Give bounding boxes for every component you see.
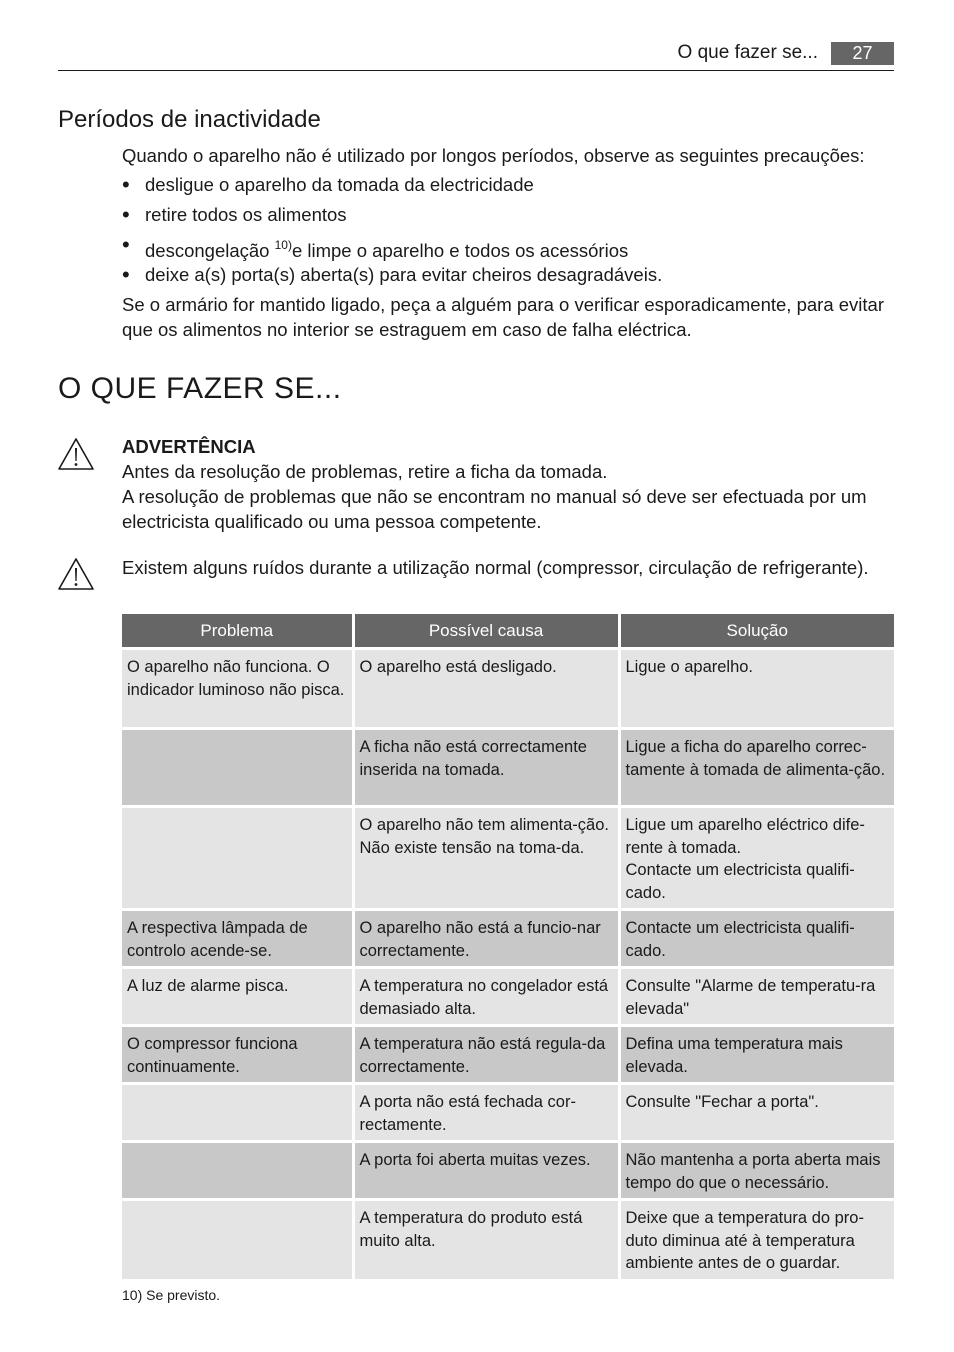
warning-block xyxy=(122,434,902,534)
cell-text: A luz de alarme pisca. xyxy=(127,977,289,995)
cell-solution xyxy=(619,649,894,729)
noise-note: Existem alguns ruídos durante a utilização normal (compressor, circulação de refrigerante). xyxy=(122,557,869,578)
footnote: 10) Se previsto. xyxy=(122,1287,221,1303)
cell-text: Contacte um electricista qualifi-cado. xyxy=(625,919,855,960)
footnote-ref: 10) xyxy=(274,238,292,252)
cell-problem xyxy=(122,649,353,729)
cell-text: A temperatura no congelador está demasiado alta. xyxy=(359,977,609,1018)
table-header-row xyxy=(122,614,894,649)
cell-text: O aparelho não tem alimenta-ção. Não existe tensão na toma-da. xyxy=(359,816,609,857)
cell-solution xyxy=(619,1200,894,1279)
cell-solution xyxy=(619,1142,894,1200)
cell-text: O compressor funciona continuamente. xyxy=(127,1035,298,1076)
table-row xyxy=(122,649,894,729)
warning-line-2: A resolução de problemas que não se encontram no manual só deve ser efectuada por um electricista qualificado ou uma pessoa competente. xyxy=(122,486,867,532)
main-title: O QUE FAZER SE... xyxy=(58,372,342,405)
cell-text: Consulte "Fechar a porta". xyxy=(625,1093,819,1111)
cell-cause xyxy=(353,1084,619,1142)
cell-text: A ficha não está correctamente inserida na tomada. xyxy=(359,738,587,779)
cell-text: Defina uma temperatura mais elevada. xyxy=(625,1035,843,1076)
table-row xyxy=(122,1200,894,1279)
cell-problem xyxy=(122,968,353,1026)
inactivity-paragraph: Se o armário for mantido ligado, peça a alguém para o verificar esporadicamente, para evitar que os alimentos no interior se estraguem em caso de falha eléctrica. xyxy=(122,294,884,340)
cell-text: Ligue um aparelho eléctrico dife-rente à tomada. xyxy=(625,816,865,857)
cell-problem xyxy=(122,1142,353,1200)
cell-text: O aparelho não está a funcio-nar correctamente. xyxy=(359,919,601,960)
table-row xyxy=(122,729,894,807)
table-row xyxy=(122,1142,894,1200)
header-section-label: O que fazer se... xyxy=(677,42,818,63)
cell-cause xyxy=(353,807,619,910)
cell-solution xyxy=(619,968,894,1026)
header-rule xyxy=(58,70,894,71)
cell-text: O aparelho não funciona. O indicador luminoso não pisca. xyxy=(127,658,345,699)
cell-text: A temperatura do produto está muito alta. xyxy=(359,1209,583,1250)
cell-problem xyxy=(122,910,353,968)
cell-text: Contacte um electricista qualifi-cado. xyxy=(625,861,855,902)
cell-text: Ligue o aparelho. xyxy=(625,658,754,676)
warning-line-1: Antes da resolução de problemas, retire a ficha da tomada. xyxy=(122,461,608,482)
precautions-list xyxy=(122,172,662,292)
warning-triangle-icon xyxy=(57,437,95,471)
section-title-inactivity: Períodos de inactividade xyxy=(58,106,321,133)
cell-solution xyxy=(619,729,894,807)
cell-solution xyxy=(619,807,894,910)
column-header-problem: Problema xyxy=(122,614,353,649)
cell-cause xyxy=(353,1026,619,1084)
cell-cause xyxy=(353,729,619,807)
cell-solution xyxy=(619,1084,894,1142)
cell-text: Deixe que a temperatura do pro-duto diminua até à temperatura ambiente antes de o guardar. xyxy=(625,1209,864,1272)
table-row xyxy=(122,968,894,1026)
cell-text: A respectiva lâmpada de controlo acende-se. xyxy=(127,919,308,960)
table-row xyxy=(122,910,894,968)
cell-problem xyxy=(122,1084,353,1142)
cell-cause xyxy=(353,968,619,1026)
cell-text: Ligue a ficha do aparelho correc-tamente à tomada de alimenta-ção. xyxy=(625,738,886,779)
cell-text: A temperatura não está regula-da correctamente. xyxy=(359,1035,606,1076)
cell-problem xyxy=(122,1026,353,1084)
troubleshooting-table xyxy=(122,614,894,1279)
cell-text: Consulte "Alarme de temperatu-ra elevada" xyxy=(625,977,876,1018)
list-item: • retire todos os alimentos xyxy=(122,202,662,232)
cell-problem xyxy=(122,807,353,910)
warning-title: ADVERTÊNCIA xyxy=(122,436,256,457)
column-header-cause: Possível causa xyxy=(353,614,619,649)
list-item: • deixe a(s) porta(s) aberta(s) para evitar cheiros desagradáveis. xyxy=(122,262,662,292)
cell-cause xyxy=(353,649,619,729)
cell-cause xyxy=(353,910,619,968)
list-item: • desligue o aparelho da tomada da electricidade xyxy=(122,172,662,202)
cell-cause xyxy=(353,1142,619,1200)
table-row xyxy=(122,807,894,910)
cell-text: O aparelho está desligado. xyxy=(359,658,557,676)
cell-text: A porta foi aberta muitas vezes. xyxy=(359,1151,591,1169)
table-row xyxy=(122,1084,894,1142)
inactivity-intro: Quando o aparelho não é utilizado por longos períodos, observe as seguintes precauções: xyxy=(122,145,865,166)
page-number: 27 xyxy=(831,42,894,65)
warning-triangle-icon xyxy=(57,557,95,591)
cell-text: Não mantenha a porta aberta mais tempo do que o necessário. xyxy=(625,1151,881,1192)
cell-problem xyxy=(122,729,353,807)
list-item: • descongelação $^{10)}$e limpe o aparelho e todos os acessórios xyxy=(122,232,662,262)
cell-text: A porta não está fechada cor-rectamente. xyxy=(359,1093,576,1134)
table-row xyxy=(122,1026,894,1084)
cell-problem xyxy=(122,1200,353,1279)
column-header-solution: Solução xyxy=(619,614,894,649)
cell-cause xyxy=(353,1200,619,1279)
cell-solution xyxy=(619,1026,894,1084)
cell-solution xyxy=(619,910,894,968)
